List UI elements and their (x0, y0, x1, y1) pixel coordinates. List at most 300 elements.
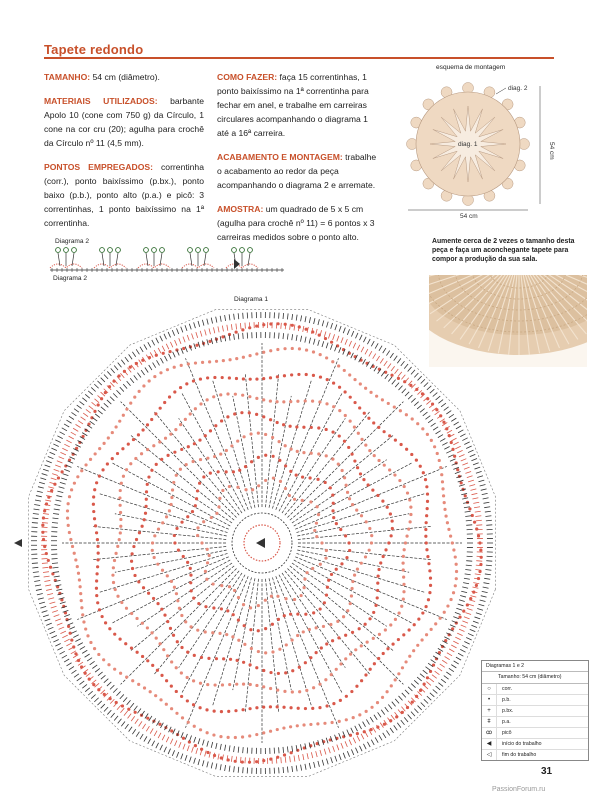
chain-dot (310, 452, 313, 455)
chain-dot (130, 646, 133, 649)
stitch-spoke (295, 466, 447, 529)
chain-dot (429, 670, 432, 673)
chain-dot (442, 494, 445, 497)
outer-stitch (401, 361, 405, 366)
chain-dot (214, 424, 217, 427)
outer-stitch (150, 728, 153, 733)
outer-stitch (399, 386, 403, 390)
outer-stitch (425, 667, 430, 671)
chain-dot (70, 638, 73, 641)
chain-dot (170, 503, 173, 506)
outer-stitch (234, 334, 235, 340)
outer-stitch (51, 635, 56, 637)
page-number: 31 (541, 766, 553, 777)
diag2-label: diag. 2 (508, 85, 528, 92)
chain-dot (180, 448, 183, 451)
outer-stitch (243, 333, 244, 339)
chain-dot (388, 434, 391, 437)
chain-dot (132, 545, 135, 548)
outer-stitch (373, 354, 376, 359)
chain-dot (125, 676, 128, 679)
outer-stitch (44, 580, 50, 581)
outer-stitch (69, 627, 74, 629)
outer-stitch (399, 696, 403, 700)
chain-dot (249, 663, 252, 666)
outer-stitch (475, 570, 481, 571)
outer-stitch (101, 378, 105, 382)
chain-dot (175, 690, 178, 693)
stitch-spoke (295, 557, 447, 620)
outer-stitch (320, 750, 322, 756)
outer-stitch (181, 754, 183, 760)
chain-dot (452, 591, 455, 594)
outer-stitch (44, 576, 50, 577)
chain-dot (114, 425, 117, 428)
chain-dot (368, 549, 371, 552)
stitch-spoke (287, 402, 403, 518)
outer-stitch (166, 344, 169, 349)
chain-dot (233, 412, 236, 415)
chain-dot (324, 557, 327, 560)
chain-dot (182, 347, 185, 350)
picot (144, 248, 149, 253)
chain-dot (119, 518, 122, 521)
chain-dot (293, 498, 296, 501)
chain-dot (135, 617, 138, 620)
chain-dot (199, 706, 202, 709)
chain-dot (166, 620, 169, 623)
chain-dot (449, 598, 452, 601)
outer-stitch (160, 745, 163, 750)
start-arrow-icon: ◀ (482, 739, 497, 749)
outer-stitch (475, 467, 481, 469)
chain-dot (138, 390, 141, 393)
chain-dot (135, 538, 138, 541)
chain-dot (93, 647, 96, 650)
chain-dot (262, 759, 265, 762)
outer-stitch (189, 324, 191, 330)
outer-stitch (46, 461, 52, 463)
stitch-spoke (112, 560, 230, 623)
chain-dot (311, 400, 314, 403)
chain-dot (377, 426, 380, 429)
chain-dot (96, 601, 99, 604)
chain-dot (319, 375, 322, 378)
chain-dot (120, 482, 123, 485)
chain-dot (168, 395, 171, 398)
chain-dot (360, 438, 363, 441)
outer-stitch (301, 336, 302, 342)
chain-dot (441, 487, 444, 490)
outer-stitch (127, 700, 131, 705)
outer-stitch (476, 613, 482, 615)
chain-dot (364, 555, 367, 558)
chain-dot (199, 682, 202, 685)
chain-dot (156, 602, 159, 605)
chain-dot (317, 513, 320, 516)
outer-stitch (294, 324, 295, 330)
chain-dot (127, 708, 130, 711)
chain-dot (398, 611, 401, 614)
chain-dot (169, 433, 172, 436)
chain-dot (130, 560, 133, 563)
outer-stitch (397, 723, 401, 728)
outer-stitch (357, 736, 360, 741)
chain-dot (397, 377, 400, 380)
outer-stitch (54, 615, 60, 617)
outer-stitch (32, 563, 38, 564)
chain-dot (194, 744, 197, 747)
chain-dot (348, 373, 351, 376)
outer-stitch (318, 761, 319, 767)
chain-dot (440, 473, 443, 476)
chain-dot (77, 572, 80, 575)
outer-stitch (101, 704, 105, 708)
outer-stitch (114, 716, 118, 721)
chain-dot (45, 552, 48, 555)
outer-stitch (57, 491, 63, 492)
chain-dot (195, 497, 198, 500)
outer-stitch (78, 421, 83, 424)
chain-dot (217, 505, 220, 508)
stitch-spoke (233, 578, 255, 690)
chain-dot (296, 450, 299, 453)
chain-dot (349, 653, 352, 656)
stitch-spoke (179, 418, 242, 513)
outer-stitch (101, 407, 106, 411)
outer-stitch (426, 401, 431, 405)
outer-stitch (351, 353, 354, 358)
chain-dot (324, 678, 327, 681)
schema-label: esquema de montagem (436, 64, 506, 71)
chain-dot (304, 707, 307, 710)
chain-dot (296, 400, 299, 403)
chain-dot (407, 527, 410, 530)
outer-stitch (130, 703, 134, 708)
outer-stitch (175, 740, 177, 746)
chain-dot (119, 504, 122, 507)
chain-dot (218, 632, 221, 635)
outer-stitch (94, 384, 98, 388)
outer-stitch (467, 476, 473, 478)
outer-stitch (225, 335, 226, 341)
height-label: 54 cm (548, 142, 555, 160)
outer-stitch (37, 594, 43, 595)
outer-stitch (104, 375, 108, 379)
outer-stitch (418, 376, 422, 380)
chain-dot (269, 671, 272, 674)
chain-dot (187, 445, 190, 448)
chain-dot (125, 468, 128, 471)
outer-stitch (43, 572, 49, 573)
stitch-spoke (245, 374, 258, 507)
chain-dot (249, 683, 252, 686)
outer-stitch (465, 569, 471, 570)
outer-stitch (97, 381, 101, 385)
outer-stitch (471, 625, 477, 627)
outer-stitch (33, 514, 39, 515)
outer-stitch (43, 615, 49, 617)
chain-dot (242, 603, 245, 606)
chain-dot (173, 586, 176, 589)
chain-dot (338, 434, 341, 437)
outer-stitch (472, 498, 478, 499)
chain-dot (101, 615, 104, 618)
outer-stitch (129, 727, 132, 732)
chain-dot (136, 651, 139, 654)
outer-stitch (148, 342, 151, 347)
chain-dot (180, 646, 183, 649)
chain-dot (179, 386, 182, 389)
outer-stitch (483, 583, 489, 584)
outer-stitch (424, 382, 428, 386)
chain-dot (73, 552, 76, 555)
chain-dot (344, 414, 347, 417)
chain-dot (257, 484, 260, 487)
outer-stitch (132, 729, 135, 734)
chain-dot (425, 485, 428, 488)
outer-stitch (466, 525, 472, 526)
chain-dot (402, 583, 405, 586)
chain-dot (125, 607, 128, 610)
chain-dot (442, 421, 445, 424)
chain-dot (67, 625, 70, 628)
chain-dot (276, 595, 279, 598)
outer-stitch (433, 427, 438, 430)
chain-dot (163, 614, 166, 617)
outer-stitch (470, 629, 476, 631)
outer-stitch (80, 646, 85, 649)
outer-stitch (95, 668, 100, 672)
outer-stitch (339, 347, 341, 353)
chain-dot (165, 703, 168, 706)
outer-stitch (343, 753, 345, 759)
outer-stitch (374, 715, 377, 720)
chain-dot (68, 495, 71, 498)
outer-stitch (145, 367, 148, 372)
chain-dot (402, 555, 405, 558)
chain-dot (131, 552, 134, 555)
chain-dot (264, 479, 267, 482)
picot (204, 248, 209, 253)
outer-stitch (51, 478, 57, 480)
chain-dot (221, 489, 224, 492)
chain-dot (94, 452, 97, 455)
chain-dot (186, 650, 189, 653)
outer-stitch (411, 370, 415, 374)
chain-dot (198, 482, 201, 485)
picot (116, 248, 121, 253)
outer-stitch (402, 389, 406, 393)
outer-stitch (34, 509, 40, 510)
chain-dot (384, 628, 387, 631)
outer-stitch (292, 334, 293, 340)
outer-stitch (408, 687, 412, 691)
outer-stitch (480, 484, 486, 486)
outer-stitch (42, 523, 48, 524)
outer-stitch (234, 766, 235, 772)
chain-dot (366, 641, 369, 644)
outer-stitch (404, 717, 408, 722)
outer-stitch (46, 589, 52, 590)
chain-dot (345, 484, 348, 487)
chain-dot (207, 657, 210, 660)
outer-stitch (411, 712, 415, 716)
chain-dot (283, 374, 286, 377)
chain-dot (152, 597, 155, 600)
outer-stitch (98, 410, 103, 414)
chain-dot (278, 648, 281, 651)
title-rule (44, 57, 554, 59)
outer-stitch (428, 419, 433, 423)
chain-dot (192, 679, 195, 682)
outer-stitch (465, 613, 471, 615)
chain-dot (415, 459, 418, 462)
chain-dot (282, 726, 285, 729)
chain-dot (76, 565, 79, 568)
chain-dot (206, 548, 209, 551)
chain-dot (118, 496, 121, 499)
chain-dot (196, 534, 199, 537)
chain-dot (269, 687, 272, 690)
outer-stitch (281, 757, 282, 763)
chain-dot (358, 406, 361, 409)
outer-stitch (54, 576, 60, 577)
outer-stitch (466, 565, 472, 566)
chain-dot (271, 650, 274, 653)
outer-stitch (225, 745, 226, 751)
chain-dot (157, 527, 160, 530)
chain-dot (202, 475, 205, 478)
chain-dot (355, 685, 358, 688)
chain-dot (249, 378, 252, 381)
width-label: 54 cm (460, 213, 478, 220)
outer-stitch (213, 327, 214, 333)
chain-dot (146, 626, 149, 629)
outer-stitch (152, 741, 155, 746)
outer-stitch (455, 446, 460, 449)
outer-stitch (448, 455, 453, 458)
outer-stitch (172, 750, 174, 756)
outer-stitch (391, 715, 395, 720)
chain-dot (113, 668, 116, 671)
picot (72, 248, 77, 253)
chain-dot (112, 566, 115, 569)
chain-dot (342, 615, 345, 618)
outer-stitch (436, 396, 441, 400)
stitch-spoke (296, 494, 424, 533)
chain-dot (324, 481, 327, 484)
outer-stitch (381, 710, 384, 715)
outer-stitch (417, 405, 422, 409)
outer-stitch (486, 520, 492, 521)
chain-dot (319, 353, 322, 356)
picot (108, 248, 113, 253)
chain-dot (184, 418, 187, 421)
chain-dot (175, 712, 178, 715)
diagram1-chart (10, 300, 510, 790)
chain-dot (284, 464, 287, 467)
chain-dot (219, 452, 222, 455)
chain-dot (241, 735, 244, 738)
chain-dot (400, 605, 403, 608)
chain-dot (368, 617, 371, 620)
outer-stitch (48, 487, 54, 489)
outer-stitch (59, 627, 65, 629)
stitch-spoke (282, 573, 345, 668)
chain-dot (191, 460, 194, 463)
chain-dot (196, 489, 199, 492)
chain-dot (409, 506, 412, 509)
chain-dot (443, 611, 446, 614)
chain-dot (352, 716, 355, 719)
outer-stitch (164, 747, 167, 752)
chain-dot (242, 661, 245, 664)
chain-dot (153, 375, 156, 378)
chain-dot (79, 592, 82, 595)
chain-dot (269, 730, 272, 733)
chain-dot (386, 506, 389, 509)
outer-stitch (458, 653, 463, 656)
chain-dot (212, 395, 215, 398)
chain-dot (219, 393, 222, 396)
outer-stitch (485, 570, 491, 571)
end-arrow (14, 539, 22, 547)
outer-stitch (60, 432, 65, 435)
outer-stitch (331, 323, 333, 329)
chain-dot (206, 398, 209, 401)
chain-dot (358, 627, 361, 630)
chain-dot (441, 480, 444, 483)
outer-stitch (367, 339, 370, 344)
chain-dot (354, 648, 357, 651)
outer-stitch (328, 747, 330, 753)
chain-dot (475, 584, 478, 587)
outer-stitch (59, 487, 65, 489)
outer-stitch (57, 436, 62, 439)
chain-dot (129, 462, 132, 465)
chain-dot (402, 590, 405, 593)
chain-dot (262, 323, 265, 326)
chain-dot (343, 440, 346, 443)
chain-dot (335, 522, 338, 525)
chain-dot (339, 699, 342, 702)
chain-dot (257, 629, 260, 632)
chain-dot (221, 683, 224, 686)
outer-stitch (423, 412, 428, 416)
outer-stitch (55, 504, 61, 505)
chain-dot (121, 447, 124, 450)
chain-dot (382, 652, 385, 655)
outer-stitch (397, 358, 401, 363)
chain-dot (426, 676, 429, 679)
outer-stitch (436, 431, 441, 434)
chain-dot (228, 683, 231, 686)
outer-stitch (225, 315, 226, 321)
chain-dot (370, 534, 373, 537)
chain-dot (82, 620, 85, 623)
chain-dot (165, 515, 168, 518)
chain-dot (229, 658, 232, 661)
chain-dot (158, 642, 161, 645)
chain-dot (212, 733, 215, 736)
chain-dot (371, 489, 374, 492)
outer-stitch (455, 637, 460, 640)
chain-dot (178, 607, 181, 610)
stitch-spoke (266, 579, 279, 712)
outer-stitch (440, 438, 445, 441)
outer-stitch (220, 336, 221, 342)
